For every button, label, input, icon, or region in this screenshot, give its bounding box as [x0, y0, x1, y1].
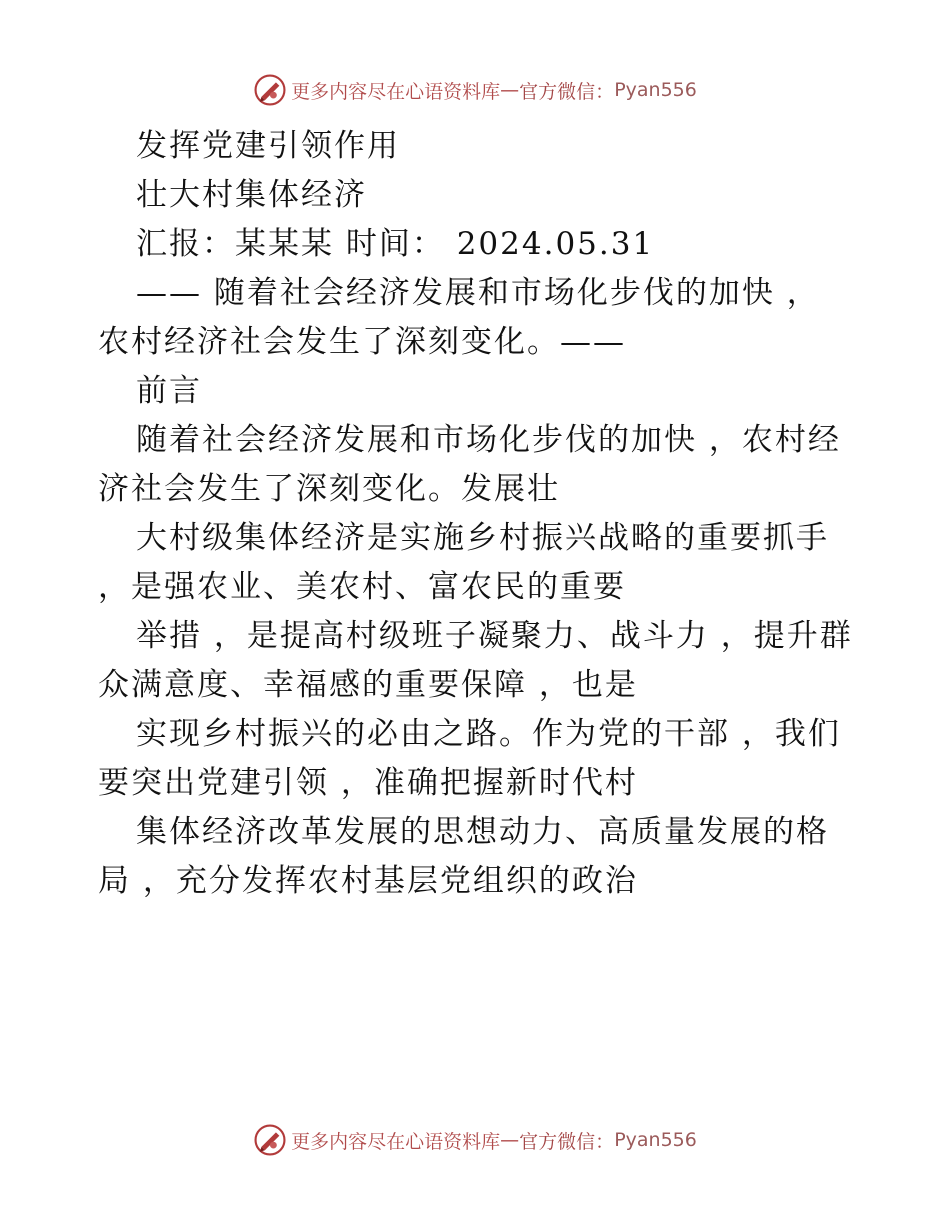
- document-body: [98, 122, 858, 906]
- doc-text-line: 众满意度、幸福感的重要保障 ，也是: [98, 667, 638, 703]
- doc-text-line: 随着社会经济发展和市场化步伐的加快 ，农村经: [136, 422, 841, 458]
- watermark-wechat-label: 官方微信：: [519, 80, 615, 103]
- doc-text-line: 举措 ，是提高村级班子凝聚力、战斗力 ，提升群: [136, 618, 853, 654]
- doc-text-line: 大村级集体经济是实施乡村振兴战略的重要抓手: [136, 520, 829, 556]
- doc-text-line: 局 ，充分发挥农村基层党组织的政治: [98, 863, 638, 899]
- watermark-header: [0, 70, 950, 110]
- watermark-wechat-label: 官方微信：: [519, 1130, 615, 1153]
- doc-title-line-1: 发挥党建引领作用: [136, 128, 400, 164]
- doc-text-line: 农村经济社会发生了深刻变化。——: [98, 324, 626, 360]
- doc-title-line-2: 壮大村集体经济: [136, 177, 367, 213]
- doc-text-line: —— 随着社会经济发展和市场化步伐的加快 ，: [136, 275, 820, 311]
- doc-text-line: ，是强农业、美农村、富农民的重要: [98, 569, 626, 605]
- watermark-footer: [0, 1120, 950, 1160]
- doc-reporter-line: 汇报：某某某 时间： 2024.05.31: [136, 226, 655, 262]
- pen-seal-logo-icon: [253, 73, 287, 107]
- doc-section-heading: 前言: [136, 373, 202, 409]
- watermark-dash: —: [500, 79, 520, 101]
- doc-text-line: 要突出党建引领 ，准确把握新时代村: [98, 765, 638, 801]
- doc-text-line: 集体经济改革发展的思想动力、高质量发展的格: [136, 814, 829, 850]
- watermark-site-text: 更多内容尽在心语资料库: [291, 80, 501, 103]
- watermark-wechat-id: Pyan556: [614, 79, 697, 101]
- watermark-site-text: 更多内容尽在心语资料库: [291, 1130, 501, 1153]
- doc-text-line: 济社会发生了深刻变化。发展壮: [98, 471, 560, 507]
- watermark-dash: —: [500, 1129, 520, 1151]
- watermark-wechat-id: Pyan556: [614, 1129, 697, 1151]
- pen-seal-logo-icon: [253, 1123, 287, 1157]
- doc-text-line: 实现乡村振兴的必由之路。作为党的干部 ，我们: [136, 716, 841, 752]
